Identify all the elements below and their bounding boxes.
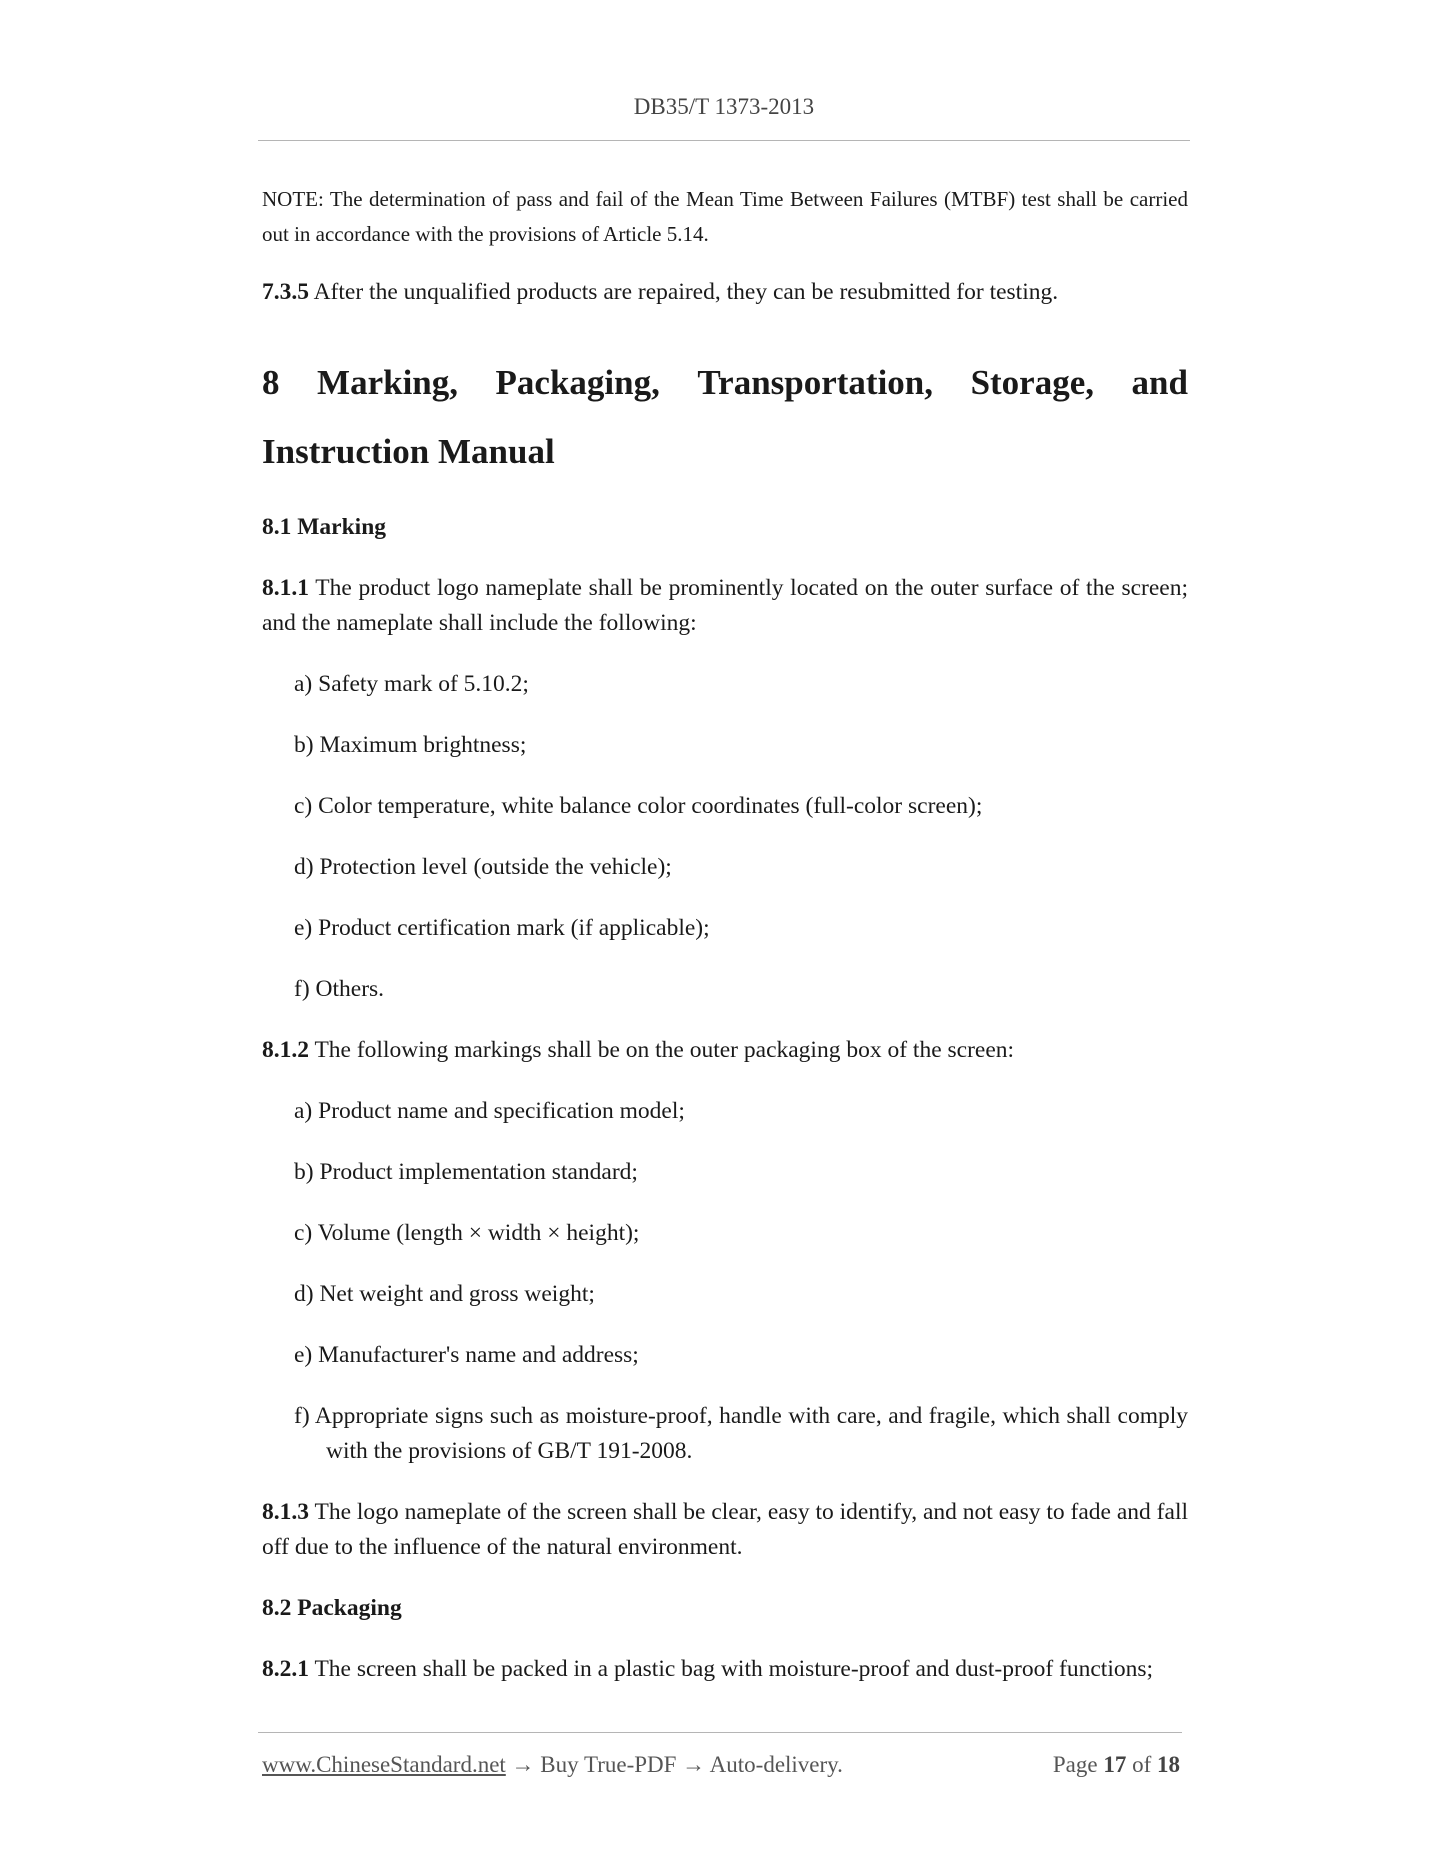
page-number: 17 bbox=[1103, 1752, 1127, 1777]
list-item: d) Protection level (outside the vehicle); bbox=[294, 854, 672, 880]
heading-word: 8 bbox=[262, 363, 280, 402]
clause-number: 8.1.3 bbox=[262, 1499, 309, 1525]
promo-text: → Buy True-PDF → Auto-delivery. bbox=[505, 1752, 843, 1777]
list-item: a) Safety mark of 5.10.2; bbox=[294, 671, 529, 697]
running-header: DB35/T 1373-2013 bbox=[633, 94, 815, 119]
site-link[interactable]: www.ChineseStandard.net bbox=[262, 1752, 506, 1777]
chapter-heading-line-2: Instruction Manual bbox=[262, 432, 555, 471]
list-8-1-1 bbox=[262, 667, 1188, 1007]
section-8-2-title: 8.2 Packaging bbox=[262, 1595, 402, 1621]
clause-8-2-1 bbox=[262, 1652, 1188, 1687]
clause-number: 8.2.1 bbox=[262, 1656, 309, 1682]
clause-text: The logo nameplate of the screen shall be clear, easy to identify, and not easy to fade and fall off due to the influence of the natural environment. bbox=[262, 1499, 1188, 1560]
footer-promo bbox=[262, 1752, 843, 1778]
clause-8-1-3 bbox=[262, 1495, 1188, 1565]
list-item: e) Manufacturer's name and address; bbox=[294, 1342, 639, 1368]
heading-word: Transportation, bbox=[697, 363, 934, 402]
chapter-8-heading bbox=[262, 348, 1188, 486]
section-8-1-title: 8.1 Marking bbox=[262, 514, 387, 540]
heading-word: Storage, bbox=[970, 363, 1095, 402]
heading-word: and bbox=[1131, 363, 1188, 402]
list-item: e) Product certification mark (if applicable); bbox=[294, 915, 710, 941]
clause-text: The product logo nameplate shall be prominently located on the outer surface of the screen; and the nameplate shall include the following: bbox=[262, 575, 1188, 636]
clause-7-3-5 bbox=[262, 275, 1188, 310]
chapter-heading-line-1 bbox=[262, 348, 1188, 417]
header-divider bbox=[258, 140, 1190, 141]
list-item: b) Maximum brightness; bbox=[294, 732, 527, 758]
list-item: d) Net weight and gross weight; bbox=[294, 1281, 595, 1307]
of-label: of bbox=[1132, 1752, 1152, 1777]
list-item: b) Product implementation standard; bbox=[294, 1159, 638, 1185]
clause-number: 8.1.1 bbox=[262, 575, 309, 601]
footer-divider bbox=[258, 1732, 1182, 1733]
list-item: c) Volume (length × width × height); bbox=[294, 1220, 640, 1246]
clause-number: 8.1.2 bbox=[262, 1037, 309, 1063]
heading-word: Marking, bbox=[317, 363, 459, 402]
mtbf-note: NOTE: The determination of pass and fail of the Mean Time Between Failures (MTBF) test shall be carried out in accordance with the provisions of Article 5.14. bbox=[262, 187, 1188, 246]
page-indicator bbox=[1053, 1752, 1180, 1778]
list-item: f) Appropriate signs such as moisture-proof, handle with care, and fragile, which shall comply with the provisions of GB/T 191-2008. bbox=[294, 1403, 1188, 1464]
page-content bbox=[262, 182, 1188, 1687]
clause-8-1-1 bbox=[262, 571, 1188, 641]
clause-text: The screen shall be packed in a plastic bag with moisture-proof and dust-proof functions; bbox=[309, 1656, 1154, 1682]
heading-word: Packaging, bbox=[495, 363, 660, 402]
list-item: f) Others. bbox=[294, 976, 385, 1002]
page-footer bbox=[262, 1752, 1180, 1778]
clause-number: 7.3.5 bbox=[262, 279, 309, 305]
page-total: 18 bbox=[1157, 1752, 1180, 1777]
clause-text: The following markings shall be on the outer packaging box of the screen: bbox=[309, 1037, 1015, 1063]
page-label: Page bbox=[1052, 1752, 1098, 1777]
clause-text: After the unqualified products are repaired, they can be resubmitted for testing. bbox=[309, 279, 1059, 305]
list-item: c) Color temperature, white balance color coordinates (full-color screen); bbox=[294, 793, 983, 819]
clause-8-1-2 bbox=[262, 1033, 1188, 1068]
list-8-1-2 bbox=[262, 1094, 1188, 1469]
list-item: a) Product name and specification model; bbox=[294, 1098, 685, 1124]
